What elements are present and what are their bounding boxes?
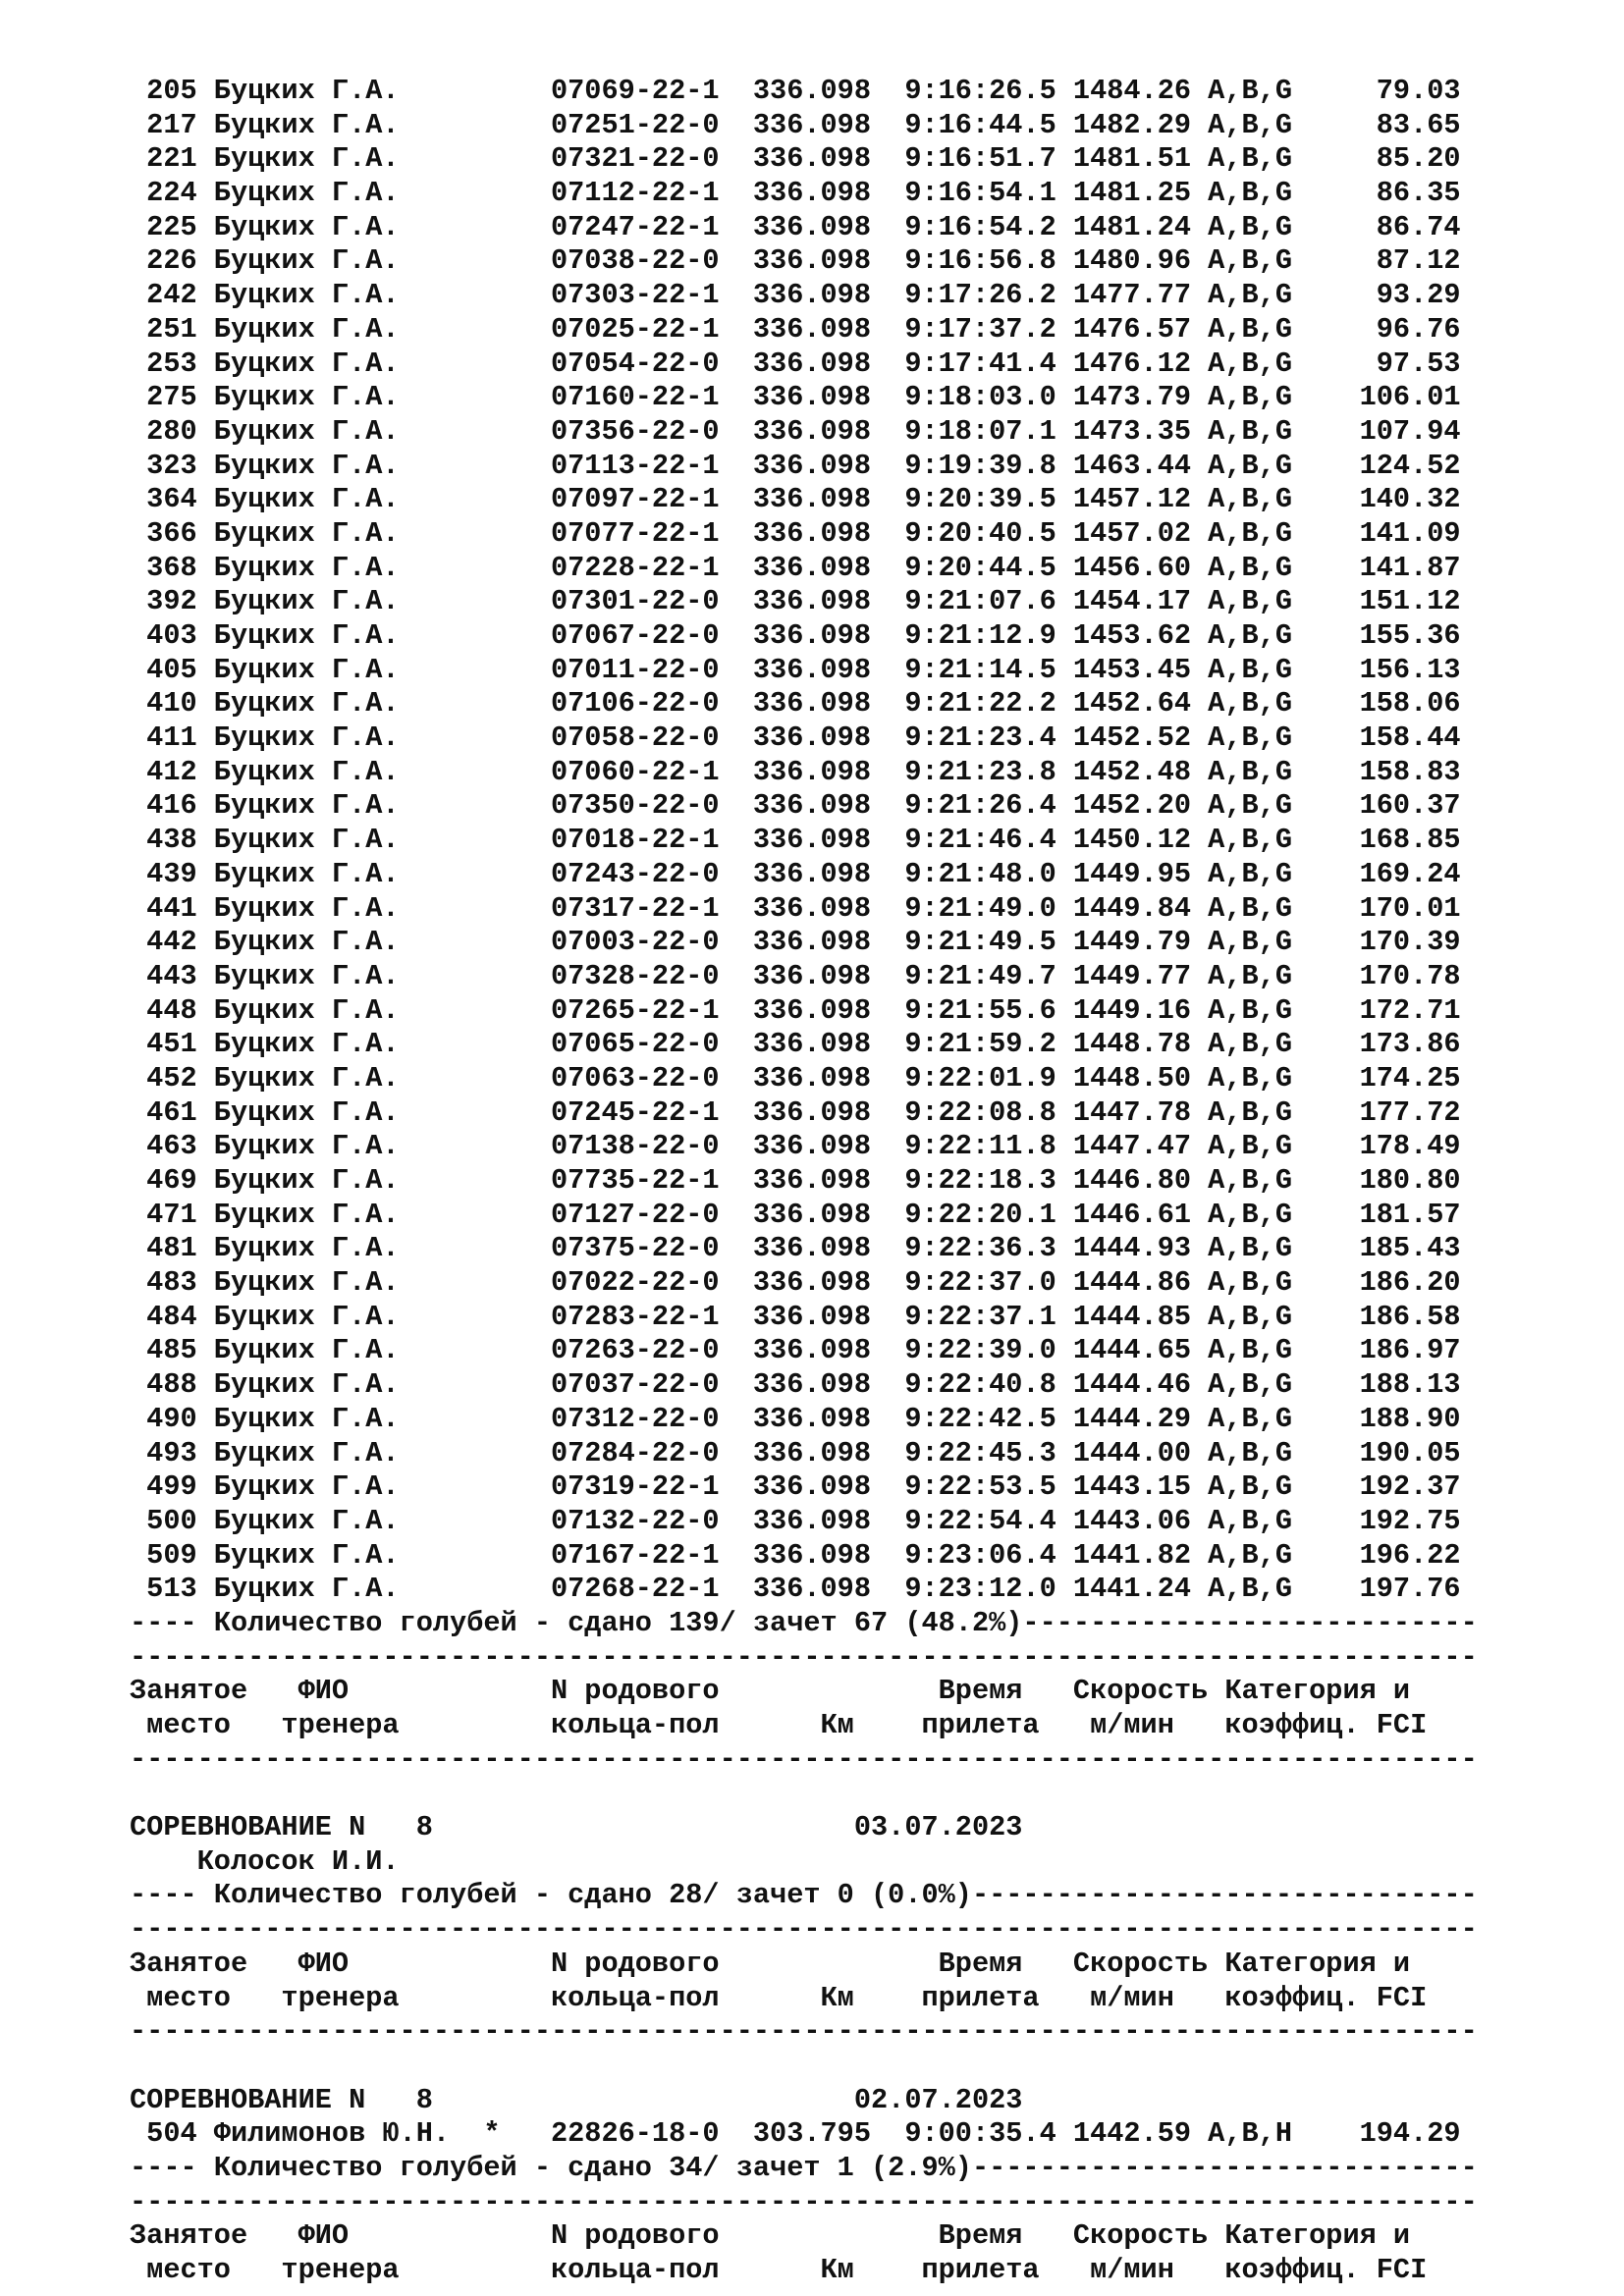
table-row: 224 Буцких Г.А. 07112-22-1 336.098 9:16:54.1 1481.25 A,B,G 86.35	[130, 177, 1461, 210]
divider-line: --------------------------------------------------------------------------------	[130, 1640, 1478, 1674]
column-header-line: Занятое ФИО N родового Время Скорость Категория и	[130, 2219, 1411, 2253]
table-row: 323 Буцких Г.А. 07113-22-1 336.098 9:19:39.8 1463.44 A,B,G 124.52	[130, 449, 1461, 482]
table-row: 225 Буцких Г.А. 07247-22-1 336.098 9:16:54.2 1481.24 A,B,G 86.74	[130, 210, 1461, 243]
table-row: 364 Буцких Г.А. 07097-22-1 336.098 9:20:39.5 1457.12 A,B,G 140.32	[130, 483, 1461, 516]
blank-line	[130, 1777, 1478, 1811]
table-row: 509 Буцких Г.А. 07167-22-1 336.098 9:23:06.4 1441.82 A,B,G 196.22	[130, 1538, 1461, 1572]
table-row: 448 Буцких Г.А. 07265-22-1 336.098 9:21:55.6 1449.16 A,B,G 172.71	[130, 993, 1461, 1027]
table-row: 451 Буцких Г.А. 07065-22-0 336.098 9:21:59.2 1448.78 A,B,G 173.86	[130, 1028, 1461, 1061]
table-row: 251 Буцких Г.А. 07025-22-1 336.098 9:17:37.2 1476.57 A,B,G 96.76	[130, 312, 1461, 346]
table-row: 493 Буцких Г.А. 07284-22-0 336.098 9:22:45.3 1444.00 A,B,G 190.05	[130, 1436, 1461, 1469]
column-header-line: Занятое ФИО N родового Время Скорость Категория и	[130, 1675, 1411, 1708]
divider-line: --------------------------------------------------------------------------------	[130, 1913, 1478, 1947]
table-row: 442 Буцких Г.А. 07003-22-0 336.098 9:21:49.5 1449.79 A,B,G 170.39	[130, 926, 1461, 959]
table-row: 469 Буцких Г.А. 07735-22-1 336.098 9:22:18.3 1446.80 A,B,G 180.80	[130, 1164, 1461, 1197]
table-row: 484 Буцких Г.А. 07283-22-1 336.098 9:22:37.1 1444.85 A,B,G 186.58	[130, 1300, 1461, 1333]
summary-line: ---- Количество голубей - сдано 139/ зачет 67 (48.2%)---------------------------	[130, 1606, 1478, 1639]
table-row: 490 Буцких Г.А. 07312-22-0 336.098 9:22:42.5 1444.29 A,B,G 188.90	[130, 1402, 1461, 1435]
competition-title: СОРЕВНОВАНИЕ N 8 02.07.2023	[130, 2083, 1023, 2116]
table-row: 280 Буцких Г.А. 07356-22-0 336.098 9:18:07.1 1473.35 A,B,G 107.94	[130, 414, 1461, 448]
column-header-line: место тренера кольца-пол Км прилета м/мин коэффиц. FCI	[130, 2254, 1428, 2286]
table-row: 253 Буцких Г.А. 07054-22-0 336.098 9:17:41.4 1476.12 A,B,G 97.53	[130, 347, 1461, 380]
competition-title: СОРЕВНОВАНИЕ N 8 03.07.2023	[130, 1811, 1023, 1844]
table-row: 405 Буцких Г.А. 07011-22-0 336.098 9:21:14.5 1453.45 A,B,G 156.13	[130, 653, 1461, 686]
table-row: 275 Буцких Г.А. 07160-22-1 336.098 9:18:03.0 1473.79 A,B,G 106.01	[130, 381, 1461, 414]
table-row: 366 Буцких Г.А. 07077-22-1 336.098 9:20:40.5 1457.02 A,B,G 141.09	[130, 516, 1461, 550]
table-row: 392 Буцких Г.А. 07301-22-0 336.098 9:21:07.6 1454.17 A,B,G 151.12	[130, 585, 1461, 618]
table-row: 242 Буцких Г.А. 07303-22-1 336.098 9:17:26.2 1477.77 A,B,G 93.29	[130, 279, 1461, 312]
table-row: 483 Буцких Г.А. 07022-22-0 336.098 9:22:37.0 1444.86 A,B,G 186.20	[130, 1266, 1461, 1300]
table-row: 463 Буцких Г.А. 07138-22-0 336.098 9:22:11.8 1447.47 A,B,G 178.49	[130, 1130, 1461, 1163]
table-row: 438 Буцких Г.А. 07018-22-1 336.098 9:21:46.4 1450.12 A,B,G 168.85	[130, 824, 1461, 857]
table-row: 471 Буцких Г.А. 07127-22-0 336.098 9:22:20.1 1446.61 A,B,G 181.57	[130, 1198, 1461, 1231]
table-row: 500 Буцких Г.А. 07132-22-0 336.098 9:22:54.4 1443.06 A,B,G 192.75	[130, 1504, 1461, 1537]
blank-line	[130, 2050, 1478, 2084]
column-header-line: место тренера кольца-пол Км прилета м/мин коэффиц. FCI	[130, 1981, 1428, 2014]
table-row: 217 Буцких Г.А. 07251-22-0 336.098 9:16:44.5 1482.29 A,B,G 83.65	[130, 108, 1461, 141]
table-row: 481 Буцких Г.А. 07375-22-0 336.098 9:22:36.3 1444.93 A,B,G 185.43	[130, 1232, 1461, 1265]
divider-line: --------------------------------------------------------------------------------	[130, 1742, 1478, 1776]
table-row: 368 Буцких Г.А. 07228-22-1 336.098 9:20:44.5 1456.60 A,B,G 141.87	[130, 551, 1461, 584]
table-row: 416 Буцких Г.А. 07350-22-0 336.098 9:21:26.4 1452.20 A,B,G 160.37	[130, 789, 1461, 823]
table-row: 403 Буцких Г.А. 07067-22-0 336.098 9:21:12.9 1453.62 A,B,G 155.36	[130, 619, 1461, 652]
table-row: 513 Буцких Г.А. 07268-22-1 336.098 9:23:12.0 1441.24 A,B,G 197.76	[130, 1573, 1461, 1606]
column-header-line: Занятое ФИО N родового Время Скорость Категория и	[130, 1947, 1411, 1980]
table-row: 221 Буцких Г.А. 07321-22-0 336.098 9:16:51.7 1481.51 A,B,G 85.20	[130, 142, 1461, 176]
table-row: 441 Буцких Г.А. 07317-22-1 336.098 9:21:49.0 1449.84 A,B,G 170.01	[130, 891, 1461, 925]
table-row: 452 Буцких Г.А. 07063-22-0 336.098 9:22:01.9 1448.50 A,B,G 174.25	[130, 1061, 1461, 1095]
table-row: 443 Буцких Г.А. 07328-22-0 336.098 9:21:49.7 1449.77 A,B,G 170.78	[130, 959, 1461, 992]
summary-line: ---- Количество голубей - сдано 28/ зачет 0 (0.0%)------------------------------	[130, 1879, 1478, 1912]
column-header-line: место тренера кольца-пол Км прилета м/мин коэффиц. FCI	[130, 1709, 1428, 1741]
table-row: 485 Буцких Г.А. 07263-22-0 336.098 9:22:39.0 1444.65 A,B,G 186.97	[130, 1334, 1461, 1367]
divider-line: --------------------------------------------------------------------------------	[130, 2015, 1478, 2049]
results-report	[130, 75, 1478, 2288]
table-row: 410 Буцких Г.А. 07106-22-0 336.098 9:21:22.2 1452.64 A,B,G 158.06	[130, 687, 1461, 721]
table-row: 205 Буцких Г.А. 07069-22-1 336.098 9:16:26.5 1484.26 A,B,G 79.03	[130, 75, 1461, 107]
table-row: 226 Буцких Г.А. 07038-22-0 336.098 9:16:56.8 1480.96 A,B,G 87.12	[130, 244, 1461, 278]
summary-line: ---- Количество голубей - сдано 34/ зачет 1 (2.9%)------------------------------	[130, 2151, 1478, 2184]
trainer-name: Колосок И.И.	[130, 1844, 400, 1878]
table-row: 439 Буцких Г.А. 07243-22-0 336.098 9:21:48.0 1449.95 A,B,G 169.24	[130, 857, 1461, 890]
table-row: 461 Буцких Г.А. 07245-22-1 336.098 9:22:08.8 1447.78 A,B,G 177.72	[130, 1095, 1461, 1129]
table-row: 488 Буцких Г.А. 07037-22-0 336.098 9:22:40.8 1444.46 A,B,G 188.13	[130, 1368, 1461, 1402]
divider-line: --------------------------------------------------------------------------------	[130, 2185, 1478, 2218]
table-row: 504 Филимонов Ю.Н. * 22826-18-0 303.795 9:00:35.4 1442.59 A,B,H 194.29	[130, 2117, 1461, 2151]
table-row: 412 Буцких Г.А. 07060-22-1 336.098 9:21:23.8 1452.48 A,B,G 158.83	[130, 755, 1461, 788]
table-row: 499 Буцких Г.А. 07319-22-1 336.098 9:22:53.5 1443.15 A,B,G 192.37	[130, 1470, 1461, 1504]
table-row: 411 Буцких Г.А. 07058-22-0 336.098 9:21:23.4 1452.52 A,B,G 158.44	[130, 721, 1461, 755]
